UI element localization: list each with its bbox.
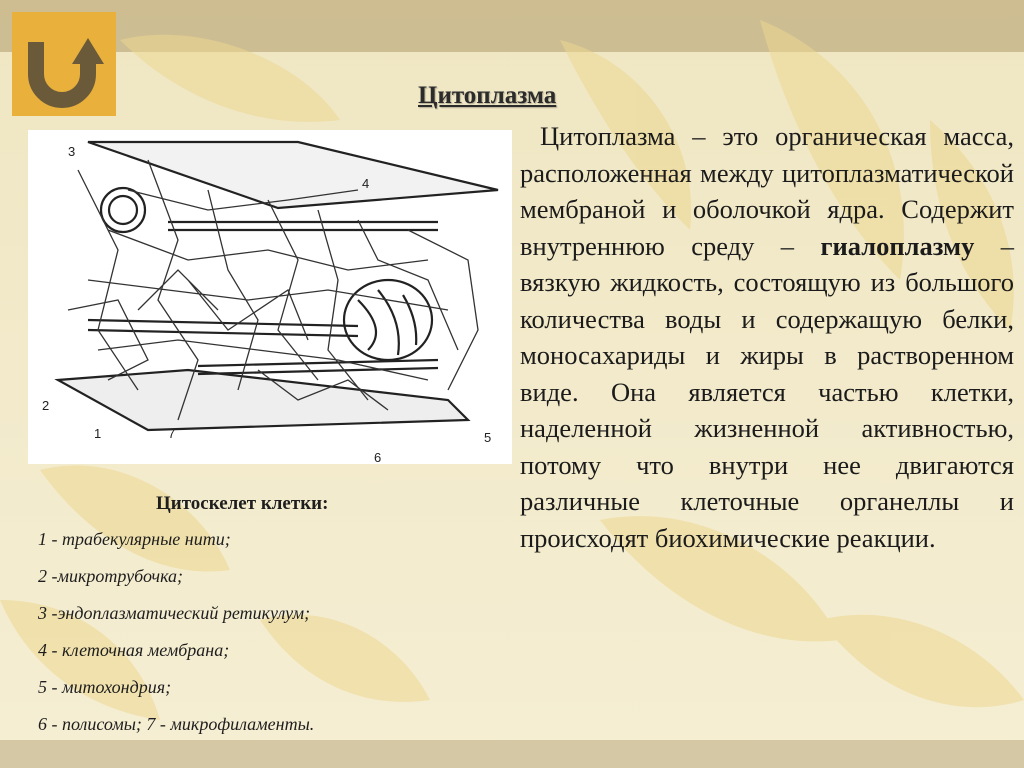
figure-label-1: 1 [94, 426, 102, 441]
legend-item: 4 - клеточная мембрана; [38, 640, 230, 660]
legend-item: 1 - трабекулярные нити; [38, 529, 231, 549]
legend-item: 6 - полисомы; 7 - микрофиламенты. [38, 714, 315, 734]
figure-label-2: 2 [42, 398, 50, 413]
body-term-hyaloplasm: гиалоплазму [820, 230, 975, 261]
figure-label-3: 3 [68, 144, 76, 159]
u-turn-arrow-icon [12, 12, 116, 116]
cytoskeleton-figure [28, 130, 512, 464]
figure-label-5: 5 [484, 430, 492, 445]
legend-item: 5 - митохондрия; [38, 677, 172, 697]
figure-caption-title: Цитоскелет клетки: [156, 493, 329, 514]
figure-label-6: 6 [374, 450, 382, 464]
slide-title: Цитоплазма [418, 82, 557, 109]
figure-label-4: 4 [362, 176, 370, 191]
legend-item: 3 -эндоплазматический ретикулум; [38, 603, 311, 623]
cytoskeleton-diagram [28, 130, 512, 464]
figure-label-7: 7 [168, 426, 176, 441]
body-text-part2: – вязкую жидкость, состоящую из большого количества воды и содержащую белки, моносахариды и жиры в растворенном виде. Она является частью клетки, наделенной жизненной активностью, потому что внутри нее двигаются различные клеточные органеллы и происходят биохимические реакции. [520, 230, 1015, 553]
body-text-part1: Цитоплазма – это органическая масса, расположенная между цитоплазматической мембраной и оболочкой ядра. Содержит внутреннюю среду – [520, 121, 1014, 261]
back-button[interactable] [12, 12, 116, 116]
legend-item: 2 -микротрубочка; [38, 566, 184, 586]
body-paragraph [520, 118, 1014, 556]
